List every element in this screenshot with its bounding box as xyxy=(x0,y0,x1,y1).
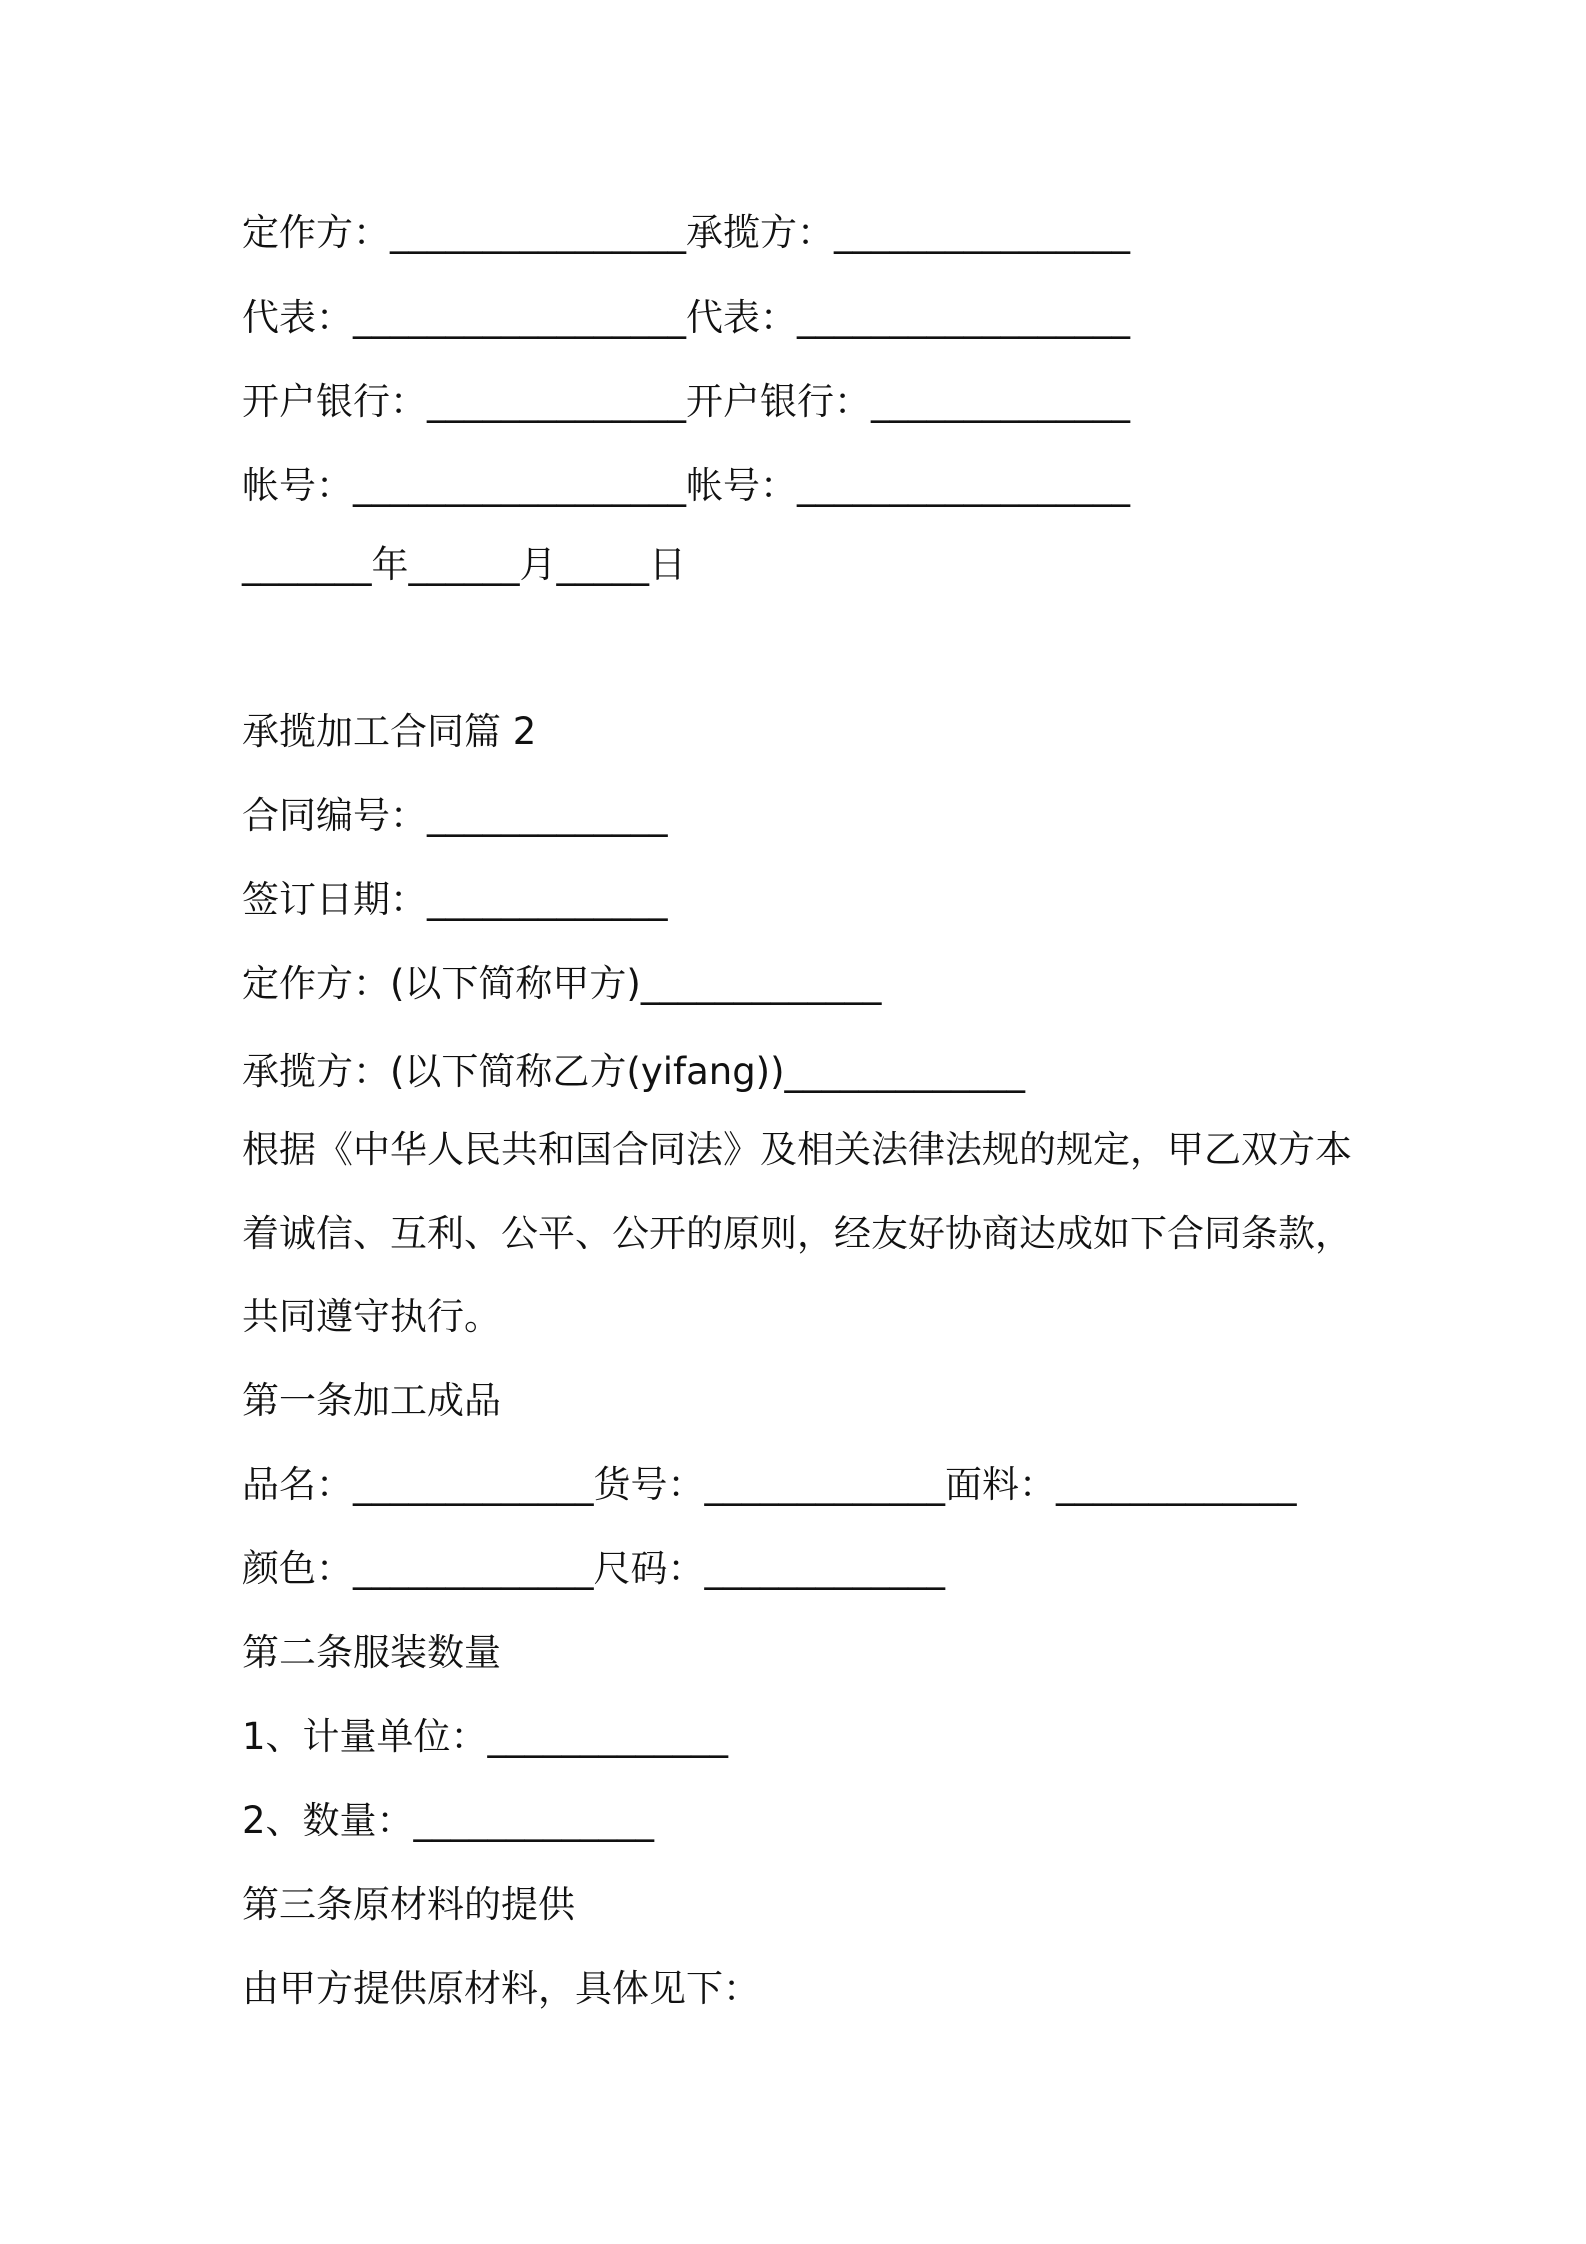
article-2-item-1: 1、计量单位：_____________ xyxy=(242,1715,729,1758)
contract-number-line: 合同编号：_____________ xyxy=(242,794,668,837)
article-2-item-2: 2、数量：_____________ xyxy=(242,1799,655,1842)
article-3-title: 第三条原材料的提供 xyxy=(242,1883,575,1926)
signature-representative-line: 代表：__________________代表：__________________ xyxy=(242,296,1130,339)
signature-account-line: 帐号：__________________帐号：__________________ xyxy=(242,464,1130,507)
party-a-line: 定作方：(以下简称甲方)_____________ xyxy=(242,962,882,1005)
signature-date-line: _______年______月_____日 xyxy=(242,543,686,586)
intro-paragraph-line-1: 根据《中华人民共和国合同法》及相关法律法规的规定，甲乙双方本 xyxy=(242,1128,1352,1171)
section-heading: 承揽加工合同篇 2 xyxy=(242,710,537,753)
party-b-line: 承揽方：(以下简称乙方(yifang))_____________ xyxy=(242,1050,1026,1093)
article-1-title: 第一条加工成品 xyxy=(242,1379,501,1422)
article-3-text: 由甲方提供原材料，具体见下： xyxy=(242,1967,760,2010)
intro-paragraph-line-2: 着诚信、互利、公平、公开的原则，经友好协商达成如下合同条款， xyxy=(242,1212,1352,1255)
signature-bank-line: 开户银行：______________开户银行：______________ xyxy=(242,380,1130,423)
article-2-title: 第二条服装数量 xyxy=(242,1631,501,1674)
article-1-line-1: 品名：_____________货号：_____________面料：_____________ xyxy=(242,1463,1297,1506)
sign-date-line: 签订日期：_____________ xyxy=(242,878,668,921)
article-1-line-2: 颜色：_____________尺码：_____________ xyxy=(242,1547,945,1590)
intro-paragraph-line-3: 共同遵守执行。 xyxy=(242,1295,501,1338)
signature-party-line: 定作方：________________承揽方：________________ xyxy=(242,211,1130,254)
